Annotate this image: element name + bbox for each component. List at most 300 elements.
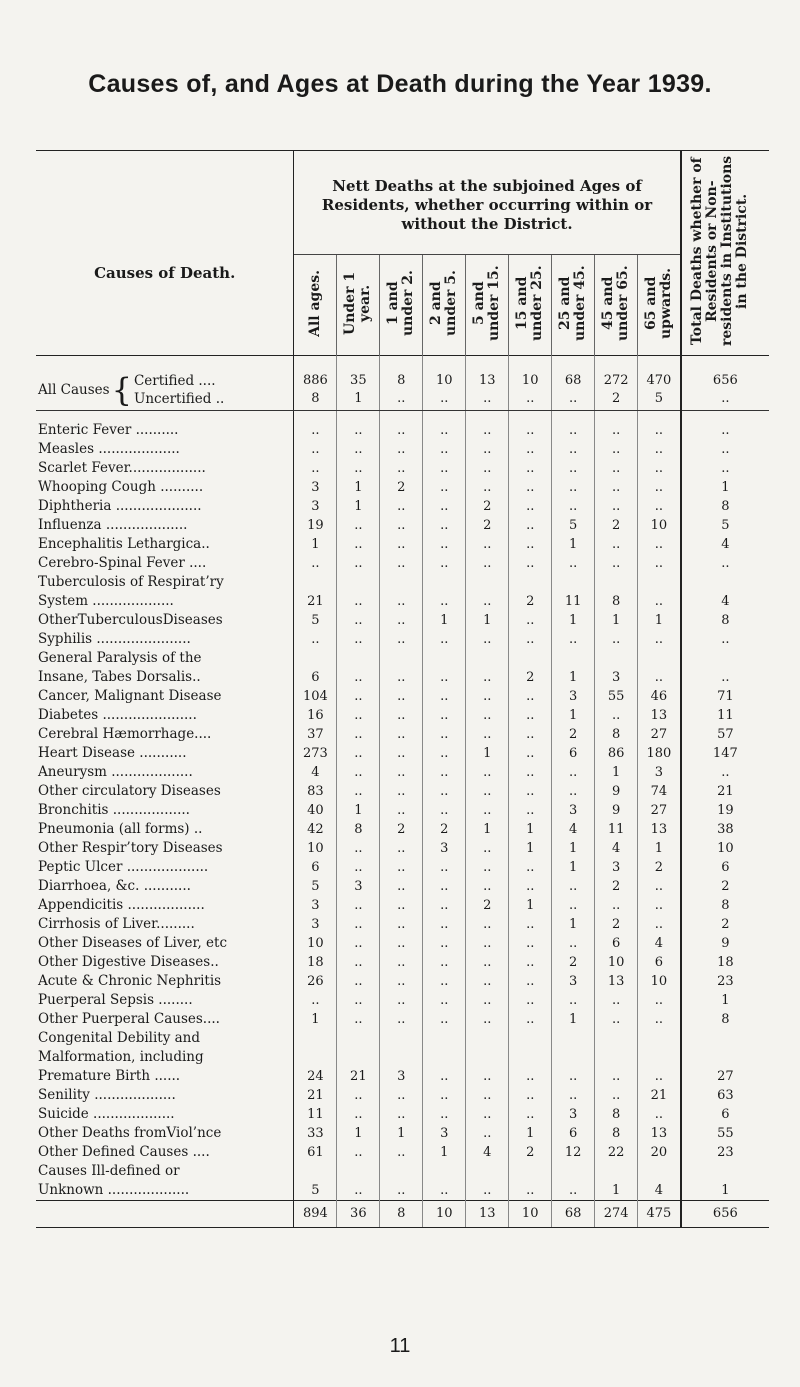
total-value: 13 [466, 1201, 509, 1228]
age-value-cell: .. [380, 516, 423, 535]
age-value-cell: .. [638, 896, 681, 915]
age-value-cell: .. [552, 478, 595, 497]
age-value-cell: 19 [307, 518, 324, 533]
age-value-cell: 5 [311, 1183, 320, 1198]
age-value-cell: 1 [638, 839, 681, 858]
age-value-cell: .. [466, 687, 509, 706]
age-value-cell: .. [380, 535, 423, 554]
table-row [36, 1067, 769, 1086]
age-value-cell: .. [595, 497, 638, 516]
age-value-cell: .. [466, 1086, 509, 1105]
age-column-header: 2 and under 5. [423, 255, 466, 356]
age-value-cell: 1 [337, 801, 380, 820]
age-value-cell: .. [638, 497, 681, 516]
cause-label: Acute & Chronic Nephritis [36, 972, 294, 991]
age-value-cell: 4 [638, 934, 681, 953]
age-value-cell [638, 1048, 681, 1067]
age-value-cell: 1 [552, 535, 595, 554]
table-row [36, 516, 769, 535]
age-value-cell: .. [337, 858, 380, 877]
table-row [36, 497, 769, 516]
age-value-cell: 2 [466, 896, 509, 915]
total-deaths-cell: 23 [681, 1143, 769, 1162]
cause-label: Heart Disease ........... [36, 744, 294, 763]
age-value-cell [294, 1162, 337, 1181]
table-row [36, 649, 769, 668]
age-value-cell: 6 [552, 744, 595, 763]
age-value-cell: 9 [595, 782, 638, 801]
age-value-cell: .. [380, 497, 423, 516]
age-value-cell: .. [337, 1105, 380, 1124]
age-value-cell: .. [552, 440, 595, 459]
age-value-cell: 6 [311, 670, 320, 685]
age-value-cell [423, 1048, 466, 1067]
age-value-cell: .. [337, 516, 380, 535]
age-value-cell: .. [466, 858, 509, 877]
age-value-cell: .. [595, 1067, 638, 1086]
cause-label: Cerebro-Spinal Fever .... [36, 554, 294, 573]
age-value-cell: .. [509, 497, 552, 516]
age-value-cell: 4 [466, 1143, 509, 1162]
total-value: 10 [423, 1201, 466, 1228]
table-row [36, 991, 769, 1010]
age-value-cell: .. [466, 839, 509, 858]
age-value-cell: .. [380, 934, 423, 953]
table-row [36, 687, 769, 706]
age-value-cell: 13 [638, 820, 681, 839]
total-value: 8 [380, 1201, 423, 1228]
age-value-cell: .. [509, 934, 552, 953]
age-value-cell: 21 [337, 1067, 380, 1086]
age-value-cell: .. [638, 478, 681, 497]
age-value-cell: .. [466, 763, 509, 782]
age-value-cell: .. [595, 535, 638, 554]
age-value-cell: .. [337, 763, 380, 782]
total-deaths-cell: 8 [681, 896, 769, 915]
age-value-cell: .. [423, 1067, 466, 1086]
age-value-cell: .. [509, 630, 552, 649]
age-value-cell: .. [311, 632, 320, 647]
age-value-cell: .. [380, 459, 423, 478]
cause-label: Suicide ................... [36, 1105, 294, 1124]
cause-label: Encephalitis Lethargica.. [36, 535, 294, 554]
age-value-cell: .. [380, 763, 423, 782]
total-deaths-cell: 6 [681, 1105, 769, 1124]
age-value-cell: 1 [552, 668, 595, 687]
cause-label: Other Digestive Diseases.. [36, 953, 294, 972]
age-value-cell: .. [638, 630, 681, 649]
age-value-cell: .. [423, 421, 466, 440]
causes-header: Causes of Death. [36, 151, 294, 356]
table-row [36, 820, 769, 839]
age-value-cell: 1 [466, 611, 509, 630]
age-value-cell: .. [552, 1086, 595, 1105]
all-causes-value: 13 .. [466, 356, 509, 411]
age-value-cell: 21 [638, 1086, 681, 1105]
table-row [36, 1181, 769, 1201]
age-value-cell: .. [509, 706, 552, 725]
table-row [36, 953, 769, 972]
table-row [36, 535, 769, 554]
age-value-cell: .. [380, 421, 423, 440]
age-value-cell: .. [423, 459, 466, 478]
age-value-cell: .. [380, 744, 423, 763]
age-value-cell: 9 [595, 801, 638, 820]
age-value-cell: 86 [595, 744, 638, 763]
age-value-cell: 2 [552, 953, 595, 972]
age-value-cell: 10 [307, 936, 324, 951]
age-value-cell: .. [509, 782, 552, 801]
age-value-cell: .. [552, 1181, 595, 1201]
total-deaths-cell: 55 [681, 1124, 769, 1143]
age-value-cell: .. [380, 801, 423, 820]
age-value-cell: .. [380, 877, 423, 896]
table-row [36, 1162, 769, 1181]
age-value-cell: 273 [302, 746, 328, 761]
age-value-cell: 27 [638, 801, 681, 820]
age-value-cell: .. [423, 630, 466, 649]
age-value-cell: 6 [311, 860, 320, 875]
age-value-cell: 2 [466, 497, 509, 516]
age-value-cell: 33 [307, 1126, 324, 1141]
age-value-cell: 2 [380, 820, 423, 839]
age-value-cell: 1 [595, 611, 638, 630]
age-value-cell: 8 [595, 1124, 638, 1143]
age-value-cell: .. [638, 877, 681, 896]
age-value-cell: 13 [638, 1124, 681, 1143]
table-row [36, 1105, 769, 1124]
age-value-cell: .. [466, 478, 509, 497]
age-value-cell: .. [337, 1143, 380, 1162]
age-value-cell: 1 [638, 611, 681, 630]
age-value-cell: .. [337, 440, 380, 459]
table-row [36, 668, 769, 687]
age-value-cell: .. [423, 782, 466, 801]
all-causes-value: 886 8 [294, 356, 337, 411]
age-value-cell: .. [466, 668, 509, 687]
table-row [36, 1086, 769, 1105]
age-value-cell [380, 1029, 423, 1048]
cause-label: Other Defined Causes .... [36, 1143, 294, 1162]
age-column-header: 25 and under 45. [552, 255, 595, 356]
age-value-cell: .. [509, 611, 552, 630]
age-value-cell: 1 [423, 1143, 466, 1162]
cause-label: Scarlet Fever.................. [36, 459, 294, 478]
age-value-cell: 1 [595, 763, 638, 782]
age-value-cell: .. [423, 440, 466, 459]
age-value-cell [595, 573, 638, 592]
age-value-cell: 11 [595, 820, 638, 839]
cause-label: Other Deaths fromViol’nce [36, 1124, 294, 1143]
age-value-cell: .. [337, 915, 380, 934]
age-value-cell: .. [423, 497, 466, 516]
age-value-cell: .. [595, 421, 638, 440]
age-value-cell: .. [311, 556, 320, 571]
age-value-cell: .. [337, 953, 380, 972]
age-value-cell: .. [509, 440, 552, 459]
age-value-cell: .. [337, 782, 380, 801]
age-value-cell: .. [509, 1067, 552, 1086]
age-value-cell: 4 [595, 839, 638, 858]
age-value-cell: .. [595, 896, 638, 915]
age-value-cell: .. [337, 668, 380, 687]
age-value-cell: .. [380, 1181, 423, 1201]
age-value-cell [466, 1162, 509, 1181]
age-value-cell: .. [552, 630, 595, 649]
total-deaths-cell: 8 [681, 497, 769, 516]
age-value-cell: 3 [380, 1067, 423, 1086]
all-causes-value: 470 5 [638, 356, 681, 411]
all-causes-row [36, 356, 769, 411]
age-value-cell: .. [595, 1010, 638, 1029]
age-value-cell: 1 [509, 820, 552, 839]
totals-row [36, 1201, 769, 1228]
age-value-cell: 180 [638, 744, 681, 763]
age-value-cell: 1 [337, 1124, 380, 1143]
table-row [36, 1010, 769, 1029]
table-row [36, 744, 769, 763]
cause-label: System ................... [36, 592, 294, 611]
age-value-cell: .. [423, 1181, 466, 1201]
total-value: 656 [681, 1201, 769, 1228]
age-value-cell: .. [380, 725, 423, 744]
age-value-cell: 1 [552, 858, 595, 877]
age-value-cell: 3 [311, 917, 320, 932]
age-value-cell: .. [638, 421, 681, 440]
age-value-cell: .. [380, 896, 423, 915]
age-value-cell: .. [509, 763, 552, 782]
age-value-cell: 104 [302, 689, 328, 704]
age-value-cell: .. [509, 554, 552, 573]
age-value-cell: .. [509, 1181, 552, 1201]
age-value-cell: 6 [552, 1124, 595, 1143]
age-value-cell: .. [466, 554, 509, 573]
age-value-cell [466, 1029, 509, 1048]
age-value-cell: 5 [311, 879, 320, 894]
age-value-cell: .. [311, 993, 320, 1008]
cause-label: Tuberculosis of Respirat’ry [36, 573, 294, 592]
age-value-cell [509, 1048, 552, 1067]
total-value: 894 [294, 1201, 337, 1228]
table-row [36, 1124, 769, 1143]
total-deaths-cell: 23 [681, 972, 769, 991]
total-deaths-cell: 19 [681, 801, 769, 820]
age-value-cell: .. [595, 459, 638, 478]
age-value-cell: 1 [509, 1124, 552, 1143]
age-value-cell: .. [380, 630, 423, 649]
age-value-cell: .. [423, 953, 466, 972]
age-value-cell: .. [552, 877, 595, 896]
cause-label: OtherTuberculousDiseases [36, 611, 294, 630]
age-value-cell: .. [552, 934, 595, 953]
age-value-cell: 1 [552, 839, 595, 858]
table-row [36, 630, 769, 649]
table-row [36, 478, 769, 497]
age-value-cell: 40 [307, 803, 324, 818]
age-value-cell: 2 [638, 858, 681, 877]
age-value-cell: 6 [595, 934, 638, 953]
age-value-cell: 5 [552, 516, 595, 535]
age-value-cell [466, 649, 509, 668]
all-causes-label: All Causes { Certified .... Uncertified .. [36, 356, 294, 411]
age-value-cell: 1 [311, 537, 320, 552]
total-deaths-cell: .. [681, 630, 769, 649]
total-value: 475 [638, 1201, 681, 1228]
age-value-cell: .. [311, 461, 320, 476]
age-value-cell: 2 [380, 478, 423, 497]
age-value-cell: 4 [552, 820, 595, 839]
age-value-cell: .. [423, 1105, 466, 1124]
age-value-cell: 3 [595, 668, 638, 687]
age-value-cell: 26 [307, 974, 324, 989]
age-value-cell: .. [466, 972, 509, 991]
age-value-cell: 1 [380, 1124, 423, 1143]
age-value-cell: .. [509, 953, 552, 972]
table-row [36, 858, 769, 877]
total-deaths-cell [681, 1162, 769, 1181]
age-value-cell: 1 [595, 1181, 638, 1201]
age-value-cell: .. [337, 744, 380, 763]
age-value-cell [423, 1162, 466, 1181]
age-value-cell: 4 [311, 765, 320, 780]
age-value-cell: .. [638, 915, 681, 934]
table-row [36, 972, 769, 991]
age-value-cell: 61 [307, 1145, 324, 1160]
age-value-cell: 2 [595, 915, 638, 934]
age-value-cell: .. [509, 744, 552, 763]
age-value-cell: 10 [307, 841, 324, 856]
age-value-cell [337, 573, 380, 592]
age-value-cell: .. [638, 1010, 681, 1029]
age-value-cell: 6 [638, 953, 681, 972]
age-value-cell: .. [423, 744, 466, 763]
table-row [36, 725, 769, 744]
age-value-cell: .. [337, 687, 380, 706]
age-value-cell: .. [552, 497, 595, 516]
total-deaths-cell: .. [681, 668, 769, 687]
all-causes-value: 35 1 [337, 356, 380, 411]
cause-label: Other circulatory Diseases [36, 782, 294, 801]
table-row [36, 706, 769, 725]
age-value-cell: 2 [423, 820, 466, 839]
all-causes-value: 10 .. [423, 356, 466, 411]
totals-label-cell [36, 1201, 294, 1228]
age-value-cell [380, 649, 423, 668]
total-deaths-cell: .. [681, 763, 769, 782]
age-value-cell: .. [423, 478, 466, 497]
total-deaths-cell: 10 [681, 839, 769, 858]
age-value-cell: .. [380, 915, 423, 934]
age-value-cell [337, 1048, 380, 1067]
age-value-cell [552, 1162, 595, 1181]
age-value-cell: 2 [509, 668, 552, 687]
age-value-cell: 1 [337, 497, 380, 516]
cause-label: Insane, Tabes Dorsalis.. [36, 668, 294, 687]
table-row [36, 592, 769, 611]
age-value-cell [466, 573, 509, 592]
age-value-cell [509, 1029, 552, 1048]
age-value-cell: .. [466, 630, 509, 649]
age-value-cell: 18 [307, 955, 324, 970]
age-value-cell: .. [466, 934, 509, 953]
age-value-cell: .. [337, 839, 380, 858]
total-deaths-cell: 2 [681, 877, 769, 896]
age-value-cell [423, 573, 466, 592]
page-title: Causes of, and Ages at Death during the Year 1939. [88, 70, 712, 98]
age-value-cell [423, 1029, 466, 1048]
age-value-cell: .. [466, 991, 509, 1010]
total-deaths-cell: .. [681, 440, 769, 459]
table-row [36, 573, 769, 592]
age-value-cell: .. [466, 706, 509, 725]
age-value-cell: .. [380, 668, 423, 687]
total-deaths-cell: .. [681, 421, 769, 440]
age-value-cell: .. [423, 516, 466, 535]
cause-label: Aneurysm ................... [36, 763, 294, 782]
age-value-cell [595, 1162, 638, 1181]
age-value-cell: .. [509, 858, 552, 877]
total-deaths-cell [681, 649, 769, 668]
age-value-cell: .. [638, 440, 681, 459]
age-value-cell: .. [380, 440, 423, 459]
cause-label: Malformation, including [36, 1048, 294, 1067]
age-value-cell: 21 [307, 594, 324, 609]
age-value-cell [509, 1162, 552, 1181]
total-deaths-cell: 71 [681, 687, 769, 706]
age-value-cell: .. [466, 801, 509, 820]
all-causes-value: 68 .. [552, 356, 595, 411]
age-value-cell: 3 [552, 687, 595, 706]
age-value-cell: .. [380, 972, 423, 991]
age-value-cell: 27 [638, 725, 681, 744]
age-value-cell: 2 [509, 592, 552, 611]
age-value-cell: 1 [423, 611, 466, 630]
all-causes-value: 10 .. [509, 356, 552, 411]
age-value-cell: .. [466, 725, 509, 744]
age-value-cell: .. [509, 459, 552, 478]
cause-label: Unknown ................... [36, 1181, 294, 1201]
table-row [36, 782, 769, 801]
age-value-cell: 3 [638, 763, 681, 782]
age-value-cell: .. [595, 554, 638, 573]
age-value-cell: 1 [466, 820, 509, 839]
age-value-cell: .. [380, 706, 423, 725]
all-causes-value: 656 .. [681, 356, 769, 411]
cause-label: General Paralysis of the [36, 649, 294, 668]
table-row [36, 459, 769, 478]
table-row [36, 611, 769, 630]
total-deaths-cell: 1 [681, 478, 769, 497]
age-value-cell: .. [595, 1086, 638, 1105]
age-value-cell: .. [423, 801, 466, 820]
age-value-cell: .. [337, 1086, 380, 1105]
age-value-cell: .. [638, 1067, 681, 1086]
age-value-cell: .. [466, 915, 509, 934]
table-row [36, 915, 769, 934]
age-value-cell: .. [595, 630, 638, 649]
table-row [36, 440, 769, 459]
age-value-cell: 11 [552, 592, 595, 611]
total-deaths-cell: .. [681, 554, 769, 573]
age-value-cell: .. [638, 535, 681, 554]
cause-label: Causes Ill-defined or [36, 1162, 294, 1181]
total-deaths-cell: 57 [681, 725, 769, 744]
age-value-cell [294, 649, 337, 668]
age-column-header: 65 and upwards. [638, 255, 681, 356]
age-value-cell: 3 [595, 858, 638, 877]
age-value-cell: 83 [307, 784, 324, 799]
age-value-cell: .. [466, 953, 509, 972]
